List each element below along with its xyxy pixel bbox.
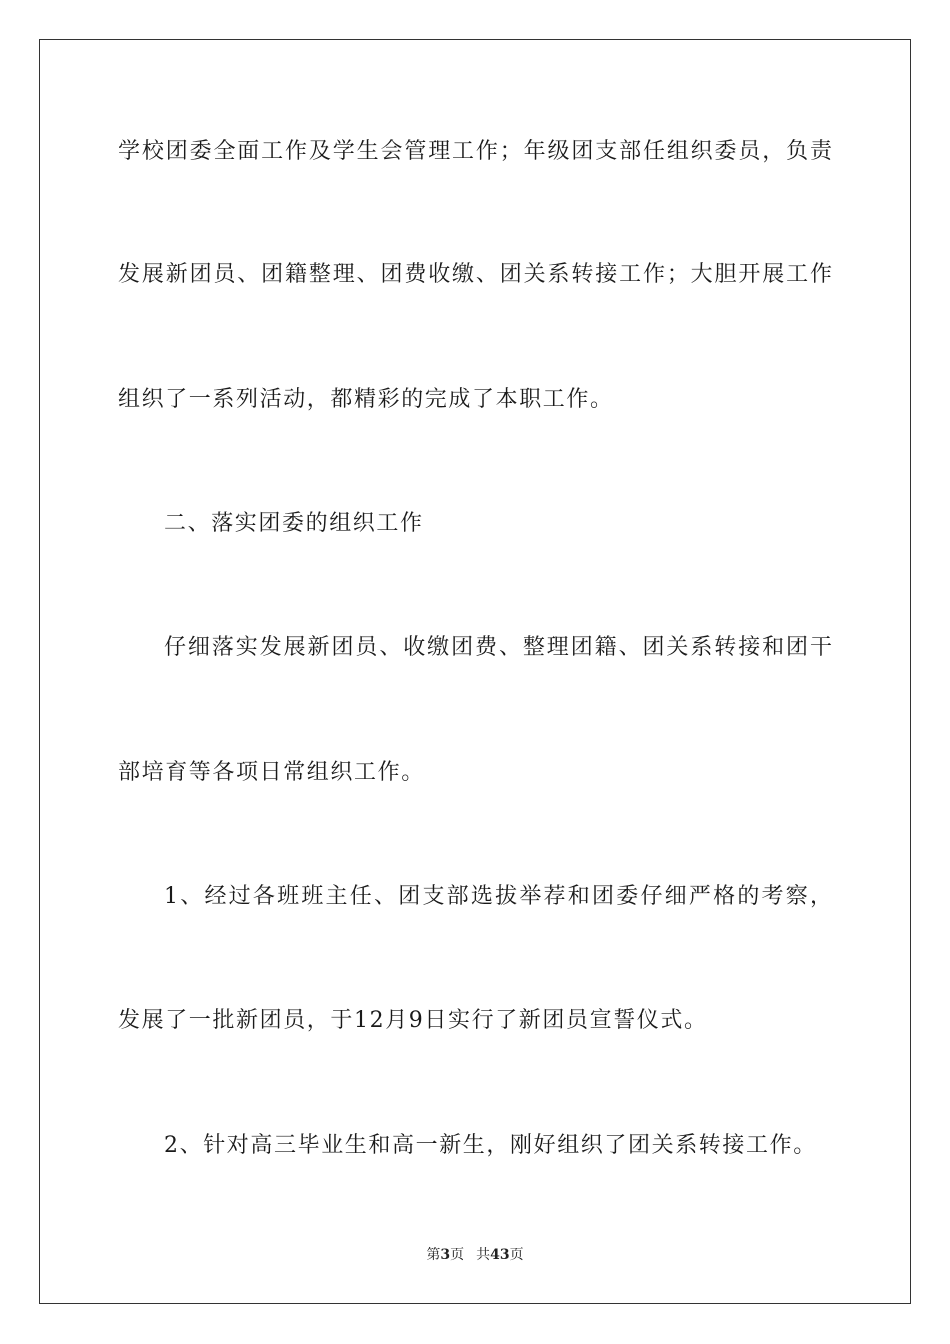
body-line-6: 部培育等各项日常组织工作。 bbox=[118, 760, 425, 785]
body-line-3: 组织了一系列活动，都精彩的完成了本职工作。 bbox=[118, 387, 614, 412]
footer-page-suffix: 页 bbox=[450, 1247, 465, 1263]
body-line-2: 发展新团员、团籍整理、团费收缴、团关系转接工作；大胆开展工作 bbox=[118, 262, 832, 287]
body-line-8: 发展了一批新团员，于12月9日实行了新团员宣誓仪式。 bbox=[118, 1008, 708, 1033]
footer-total-suffix: 页 bbox=[509, 1247, 524, 1263]
footer-page-prefix: 第 bbox=[426, 1247, 441, 1263]
body-line-5: 仔细落实发展新团员、收缴团费、整理团籍、团关系转接和团干 bbox=[164, 635, 832, 660]
body-line-1: 学校团委全面工作及学生会管理工作；年级团支部任组织委员，负责 bbox=[118, 139, 832, 164]
body-line-9: 2、针对高三毕业生和高一新生，刚好组织了团关系转接工作。 bbox=[164, 1133, 817, 1158]
section-heading: 二、落实团委的组织工作 bbox=[164, 511, 424, 536]
body-line-7: 1、经过各班班主任、团支部选拔举荐和团委仔细严格的考察， bbox=[164, 884, 832, 909]
page-footer bbox=[0, 1246, 950, 1264]
footer-total-prefix: 共 bbox=[476, 1247, 491, 1263]
page-border bbox=[39, 39, 911, 1304]
footer-page-number: 3 bbox=[440, 1247, 451, 1263]
footer-total-number: 43 bbox=[490, 1247, 510, 1263]
